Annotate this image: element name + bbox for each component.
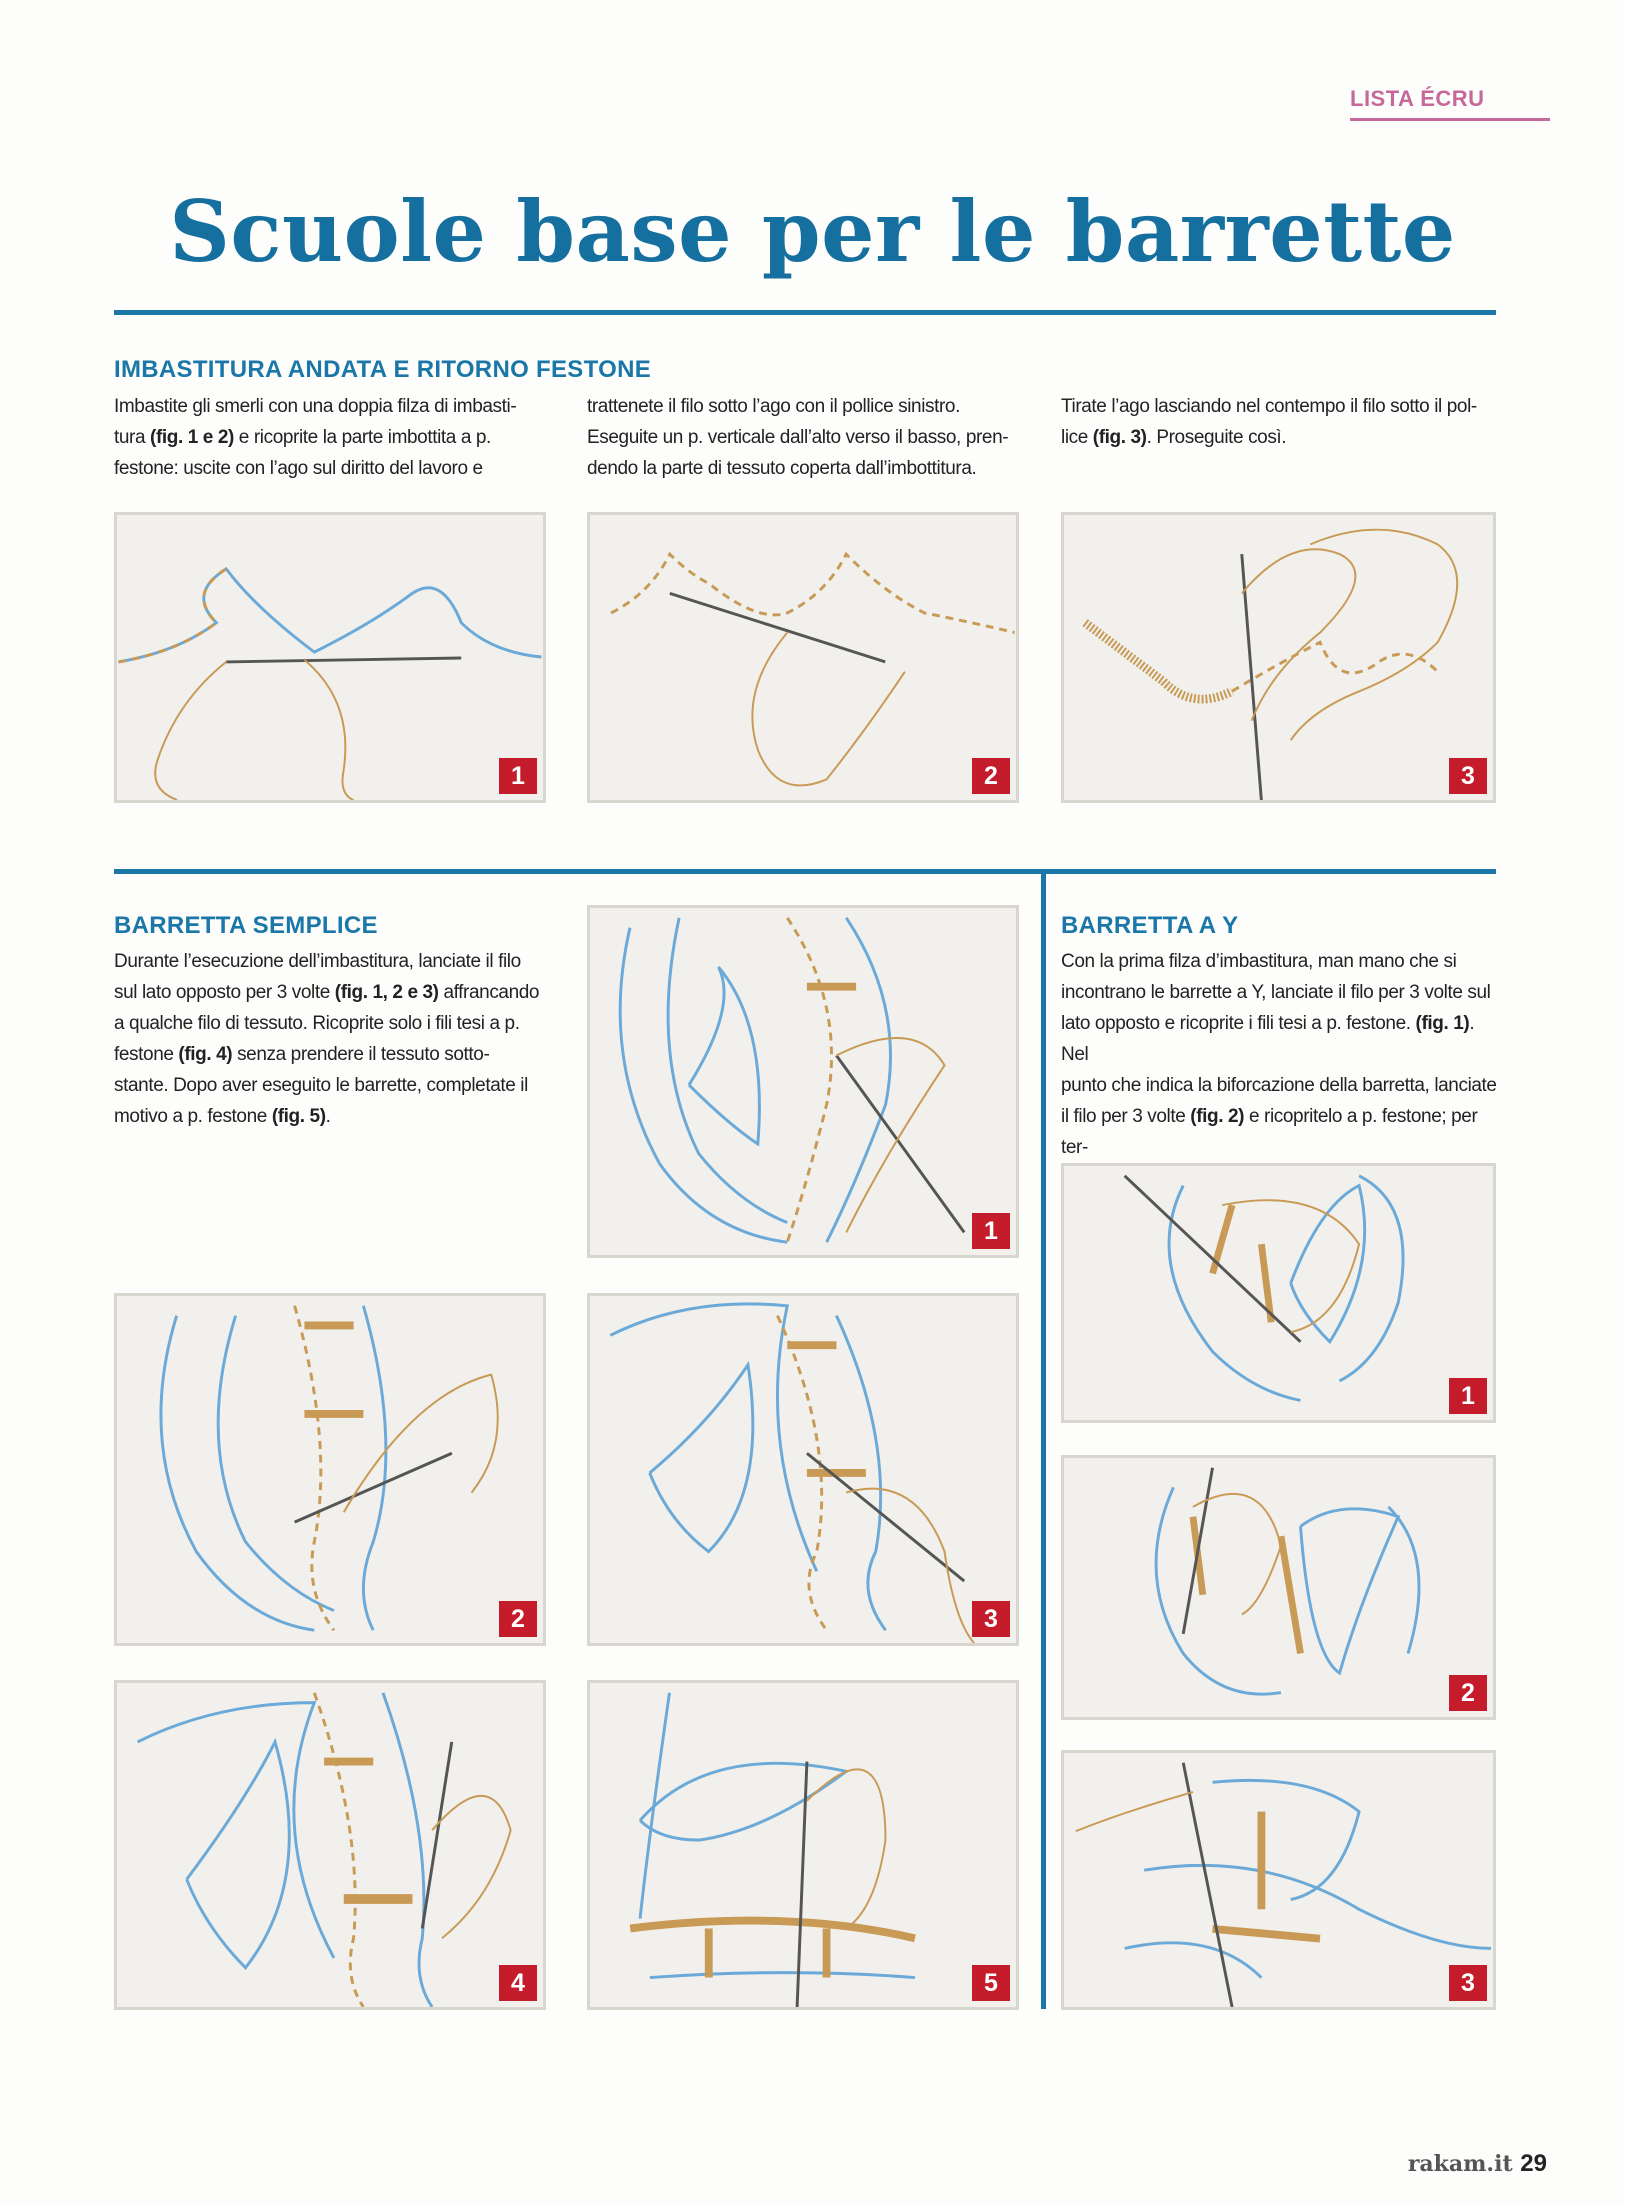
s2-figure-5 [587, 1680, 1019, 2010]
site-name: rakam.it [1407, 2151, 1513, 2177]
figure-number-badge: 5 [972, 1965, 1010, 2001]
y-bar-illustration [1064, 1458, 1493, 1717]
scallop-stitching-illustration [1064, 515, 1493, 800]
bar-basting-illustration [117, 1296, 543, 1643]
figure-number-badge: 4 [499, 1965, 537, 2001]
section3-heading: BARRETTA A Y [1061, 912, 1239, 939]
column-rule [1041, 869, 1046, 2009]
bar-festoon-illustration [590, 1683, 1016, 2007]
figure-number-badge: 1 [499, 758, 537, 794]
scallop-basting-illustration [590, 515, 1016, 800]
s1-figure-1 [114, 512, 546, 803]
section-tag: LISTA ÉCRU [1350, 86, 1550, 121]
bar-basting-illustration [590, 908, 1016, 1255]
s3-figure-2 [1061, 1455, 1496, 1720]
s1-figure-3 [1061, 512, 1496, 803]
figure-number-badge: 2 [499, 1601, 537, 1637]
figure-number-badge: 2 [972, 758, 1010, 794]
figure-number-badge: 1 [1449, 1378, 1487, 1414]
bar-basting-illustration [590, 1296, 1016, 1643]
section1-heading: IMBASTITURA ANDATA E RITORNO FESTONE [114, 356, 652, 383]
s2-figure-3 [587, 1293, 1019, 1646]
scallop-basting-illustration [117, 515, 543, 800]
figure-number-badge: 2 [1449, 1675, 1487, 1711]
figure-number-badge: 3 [972, 1601, 1010, 1637]
section3-text: Con la prima filza d’imbastitura, man mano che si incontrano le barrette a Y, lanciate il filo per 3 volte sul lato opposto e ricoprite i fili tesi a p. festone. (fig. 1). Nel punto che indica la biforcazione della barretta, lanciate il filo per 3 volte (fig. 2) e ricopritelo a p. festone; per ter- [1061, 951, 1497, 1158]
y-bar-illustration [1064, 1753, 1493, 2007]
s3-figure-1 [1061, 1163, 1496, 1423]
figure-number-badge: 1 [972, 1213, 1010, 1249]
s2-figure-2 [114, 1293, 546, 1646]
y-bar-illustration [1064, 1166, 1493, 1420]
page-footer [1408, 2150, 1547, 2178]
bar-festoon-illustration [117, 1683, 543, 2007]
page-title: Scuole base per le barrette [169, 182, 1456, 281]
s3-figure-3 [1061, 1750, 1496, 2010]
s1-figure-2 [587, 512, 1019, 803]
section1-col2: trattenete il filo sotto l’ago con il pollice sinistro. Eseguite un p. verticale dall’alto verso il basso, pren- dendo la parte di tessuto coperta dall’imbottitura. [587, 396, 1009, 479]
section-rule [114, 869, 1496, 874]
s2-figure-4 [114, 1680, 546, 2010]
figure-number-badge: 3 [1449, 1965, 1487, 2001]
page-number: 29 [1520, 2150, 1547, 2177]
title-rule [114, 310, 1496, 315]
section1-col3: Tirate l’ago lasciando nel contempo il filo sotto il pol- lice (fig. 3). Proseguite così. [1061, 396, 1477, 448]
s2-figure-1 [587, 905, 1019, 1258]
section2-text: Durante l’esecuzione dell’imbastitura, lanciate il filo sul lato opposto per 3 volte (fig. 1, 2 e 3) affrancando a qualche filo di tessuto. Ricoprite solo i fili tesi a p. festone (fig. 4) senza prendere il tessuto sotto- stante. Dopo aver eseguito le barrette, completate il motivo a p. festone (fig. 5). [114, 951, 540, 1127]
figure-number-badge: 3 [1449, 758, 1487, 794]
section1-col1: Imbastite gli smerli con una doppia filza di imbasti- tura (fig. 1 e 2) e ricoprite la parte imbottita a p. festone: uscite con l’ago sul diritto del lavoro e [114, 396, 517, 479]
section2-heading: BARRETTA SEMPLICE [114, 912, 378, 939]
